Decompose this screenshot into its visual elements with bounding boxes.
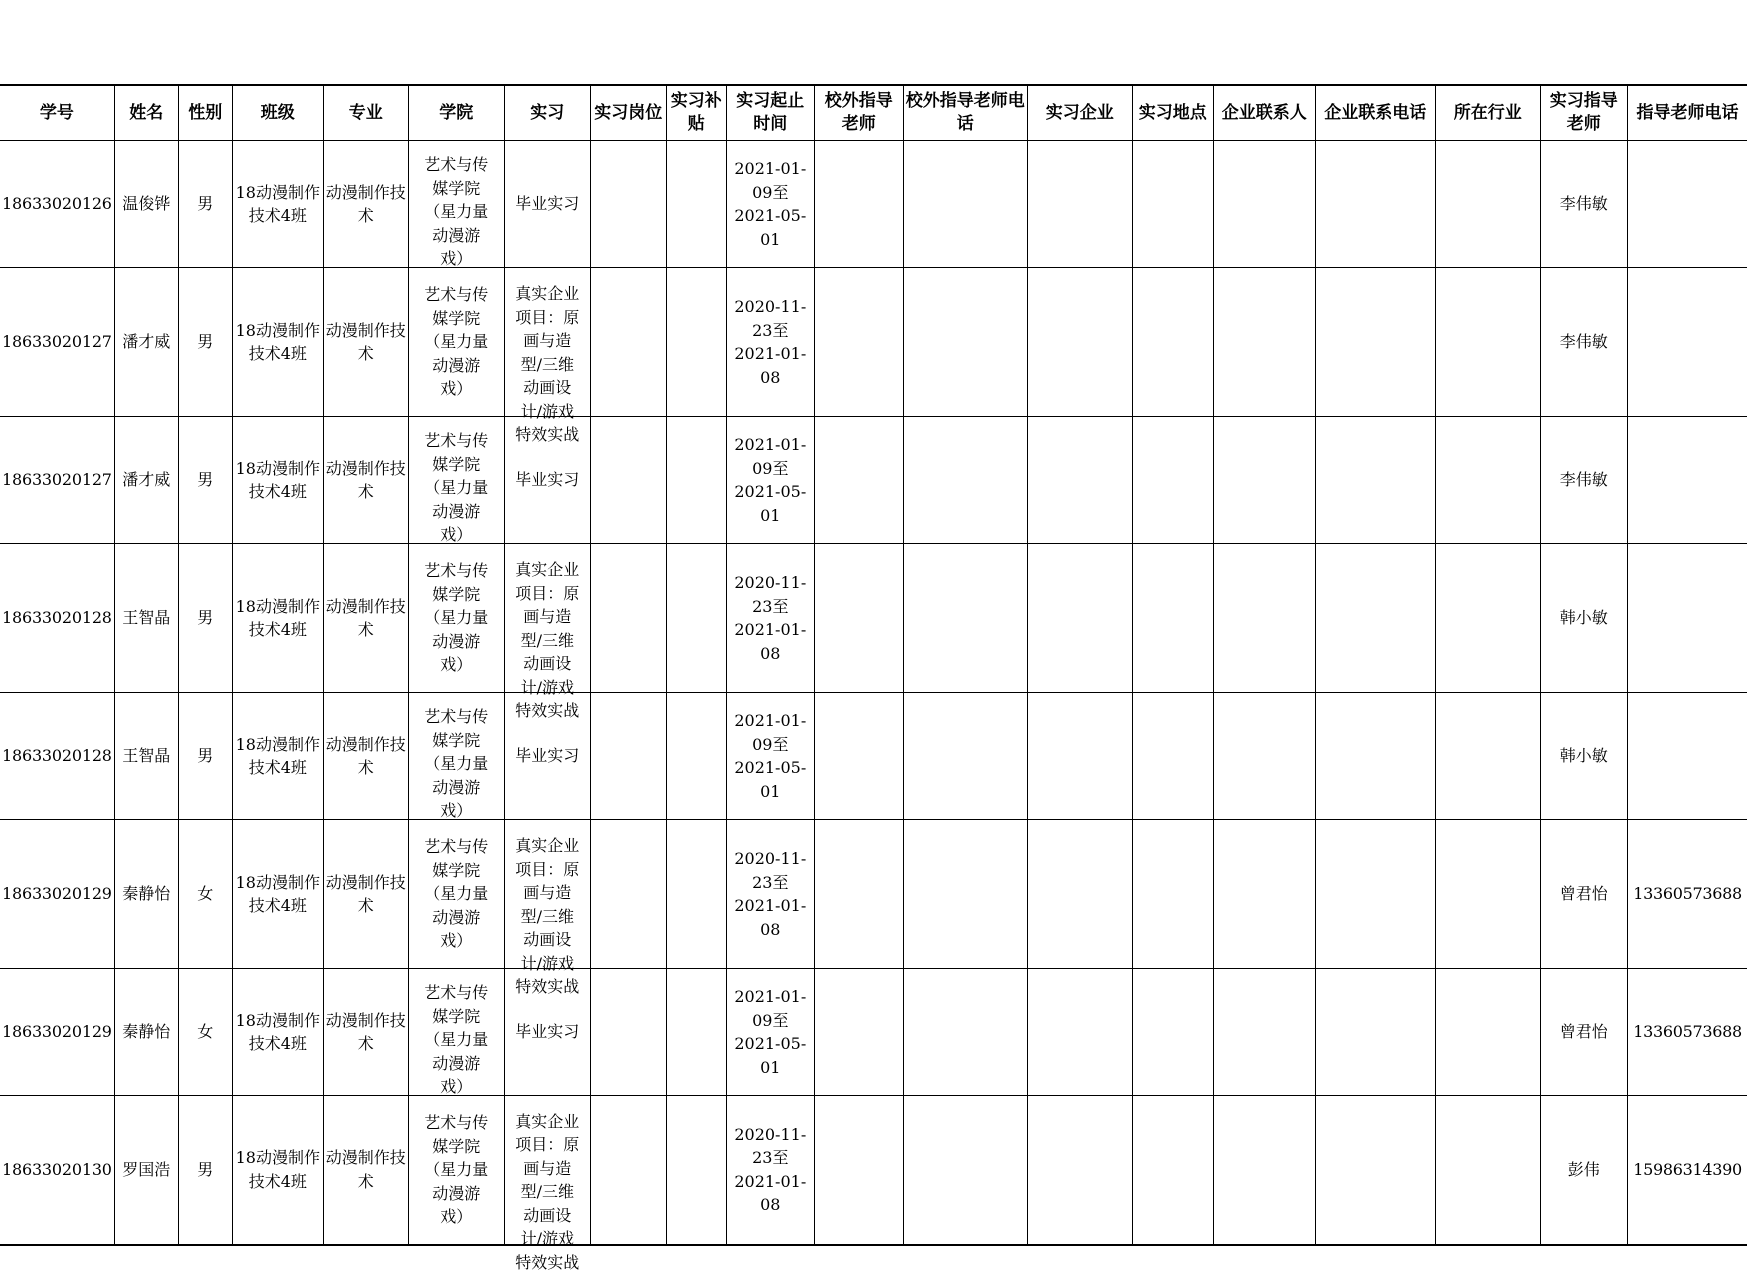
col-header-subsidy: 实习补贴: [666, 85, 726, 141]
cell-period: [726, 693, 814, 820]
cell-company-contact: [1213, 544, 1315, 693]
cell-external-mentor: [814, 969, 903, 1096]
cell-gender: 男: [178, 693, 232, 820]
cell-student-id: 18633020129: [0, 820, 114, 969]
cell-text-college: 艺术与传媒学院（星力量动漫游戏）: [424, 155, 489, 268]
cell-text-period: 2021-01-09至2021-05-01: [734, 159, 807, 249]
cell-student-id: 18633020130: [0, 1096, 114, 1245]
cell-class: 18动漫制作技术4班: [232, 417, 323, 544]
cell-external-mentor: [814, 268, 903, 417]
cell-text-period: 2020-11-23至2021-01-08: [734, 849, 807, 939]
cell-text-period: 2020-11-23至2021-01-08: [734, 573, 807, 663]
cell-major: 动漫制作技术: [323, 268, 408, 417]
cell-gender: 女: [178, 820, 232, 969]
col-header-mentor-phone: 指导老师电话: [1627, 85, 1747, 141]
cell-company-phone: [1315, 1096, 1435, 1245]
cell-company-contact: [1213, 969, 1315, 1096]
cell-college: [408, 1096, 504, 1245]
cell-text-college: 艺术与传媒学院（星力量动漫游戏）: [424, 707, 489, 820]
cell-position: [590, 141, 666, 268]
cell-company-contact: [1213, 820, 1315, 969]
internship-table: [0, 84, 1747, 1272]
col-header-name: 姓名: [114, 85, 178, 141]
col-header-external-mentor: 校外指导老师: [814, 85, 903, 141]
col-header-company: 实习企业: [1027, 85, 1132, 141]
col-header-period: 实习起止时间: [726, 85, 814, 141]
table-row: [0, 693, 1747, 820]
cell-position: [590, 544, 666, 693]
cell-period: [726, 1096, 814, 1245]
cell-name: 温俊铧: [114, 141, 178, 268]
cell-external-mentor: [814, 1096, 903, 1245]
cell-mentor: 李伟敏: [1540, 141, 1627, 268]
cell-name: 潘才威: [114, 417, 178, 544]
cell-mentor-phone: 15986314390: [1627, 1096, 1747, 1245]
cell-mentor-phone: [1627, 268, 1747, 417]
cell-mentor: 彭伟: [1540, 1096, 1627, 1245]
col-header-class: 班级: [232, 85, 323, 141]
cell-company: [1027, 417, 1132, 544]
cell-industry: [1435, 820, 1540, 969]
cell-external-mentor: [814, 820, 903, 969]
cell-subsidy: [666, 1096, 726, 1245]
cell-industry: [1435, 141, 1540, 268]
cell-subsidy: [666, 693, 726, 820]
cell-internship: [504, 544, 590, 720]
cell-industry: [1435, 969, 1540, 1096]
cell-major: 动漫制作技术: [323, 544, 408, 693]
cell-subsidy: [666, 268, 726, 417]
cell-company-contact: [1213, 693, 1315, 820]
cell-student-id: 18633020129: [0, 969, 114, 1096]
col-header-college: 学院: [408, 85, 504, 141]
cell-major: 动漫制作技术: [323, 693, 408, 820]
cell-college: [408, 693, 504, 820]
cell-name: 王智晶: [114, 544, 178, 693]
cell-class: 18动漫制作技术4班: [232, 1096, 323, 1245]
cell-company: [1027, 969, 1132, 1096]
cell-external-mentor: [814, 417, 903, 544]
col-header-internship: 实习: [504, 85, 590, 141]
cell-internship: [504, 820, 590, 996]
cell-mentor: 曾君怡: [1540, 820, 1627, 969]
cell-external-mentor-phone: [903, 544, 1027, 693]
cell-period: [726, 141, 814, 268]
cell-external-mentor-phone: [903, 268, 1027, 417]
cell-name: 潘才威: [114, 268, 178, 417]
cell-gender: 男: [178, 141, 232, 268]
cell-position: [590, 1096, 666, 1245]
cell-text-period: 2021-01-09至2021-05-01: [734, 711, 807, 801]
cell-company-phone: [1315, 417, 1435, 544]
cell-college: [408, 544, 504, 693]
cell-college: [408, 268, 504, 417]
cell-text-college: 艺术与传媒学院（星力量动漫游戏）: [424, 431, 489, 544]
cell-industry: [1435, 268, 1540, 417]
cell-industry: [1435, 1096, 1540, 1245]
col-header-gender: 性别: [178, 85, 232, 141]
cell-major: 动漫制作技术: [323, 417, 408, 544]
cell-mentor-phone: [1627, 417, 1747, 544]
cell-company: [1027, 544, 1132, 693]
cell-gender: 男: [178, 544, 232, 693]
cell-company-phone: [1315, 969, 1435, 1096]
cell-external-mentor-phone: [903, 969, 1027, 1096]
col-header-external-mentor-phone: 校外指导老师电话: [903, 85, 1027, 141]
table-row: [0, 141, 1747, 268]
cell-location: [1132, 820, 1213, 969]
cell-company: [1027, 268, 1132, 417]
cell-external-mentor-phone: [903, 693, 1027, 820]
cell-mentor: 韩小敏: [1540, 544, 1627, 693]
cell-college: [408, 820, 504, 969]
cell-internship: [504, 1096, 590, 1272]
cell-company: [1027, 820, 1132, 969]
cell-subsidy: [666, 969, 726, 1096]
col-header-company-contact: 企业联系人: [1213, 85, 1315, 141]
cell-text-internship: 毕业实习: [515, 746, 580, 766]
cell-mentor: 李伟敏: [1540, 268, 1627, 417]
cell-mentor-phone: 13360573688: [1627, 969, 1747, 1096]
cell-class: 18动漫制作技术4班: [232, 969, 323, 1096]
cell-location: [1132, 544, 1213, 693]
cell-mentor: 曾君怡: [1540, 969, 1627, 1096]
cell-major: 动漫制作技术: [323, 1096, 408, 1245]
cell-company: [1027, 693, 1132, 820]
cell-location: [1132, 268, 1213, 417]
cell-company-phone: [1315, 268, 1435, 417]
cell-location: [1132, 141, 1213, 268]
cell-text-college: 艺术与传媒学院（星力量动漫游戏）: [424, 1113, 489, 1226]
cell-text-college: 艺术与传媒学院（星力量动漫游戏）: [424, 285, 489, 399]
cell-subsidy: [666, 820, 726, 969]
cell-gender: 男: [178, 1096, 232, 1245]
header-row: [0, 85, 1747, 141]
cell-company-contact: [1213, 417, 1315, 544]
cell-location: [1132, 417, 1213, 544]
cell-mentor: 李伟敏: [1540, 417, 1627, 544]
cell-text-period: 2021-01-09至2021-05-01: [734, 435, 807, 525]
cell-student-id: 18633020128: [0, 693, 114, 820]
cell-industry: [1435, 544, 1540, 693]
cell-industry: [1435, 417, 1540, 544]
cell-location: [1132, 969, 1213, 1096]
cell-company: [1027, 1096, 1132, 1245]
cell-text-internship: 毕业实习: [515, 1022, 580, 1042]
cell-period: [726, 417, 814, 544]
cell-internship: [504, 268, 590, 444]
cell-class: 18动漫制作技术4班: [232, 141, 323, 268]
cell-company: [1027, 141, 1132, 268]
cell-text-internship: 真实企业项目：原画与造型/三维动画设计/游戏特效实战: [515, 1111, 580, 1272]
cell-external-mentor: [814, 141, 903, 268]
cell-external-mentor-phone: [903, 820, 1027, 969]
cell-subsidy: [666, 544, 726, 693]
cell-position: [590, 969, 666, 1096]
table-row: [0, 268, 1747, 417]
cell-external-mentor: [814, 544, 903, 693]
table-row: [0, 417, 1747, 544]
cell-gender: 男: [178, 268, 232, 417]
cell-text-period: 2020-11-23至2021-01-08: [734, 297, 807, 387]
cell-mentor-phone: [1627, 141, 1747, 268]
cell-college: [408, 969, 504, 1096]
cell-company-contact: [1213, 1096, 1315, 1245]
cell-position: [590, 693, 666, 820]
cell-subsidy: [666, 141, 726, 268]
cell-internship: [504, 141, 590, 268]
cell-name: 秦静怡: [114, 820, 178, 969]
cell-student-id: 18633020127: [0, 268, 114, 417]
cell-text-college: 艺术与传媒学院（星力量动漫游戏）: [424, 837, 489, 951]
col-header-position: 实习岗位: [590, 85, 666, 141]
cell-external-mentor-phone: [903, 1096, 1027, 1245]
cell-period: [726, 544, 814, 693]
cell-text-college: 艺术与传媒学院（星力量动漫游戏）: [424, 561, 489, 675]
cell-text-period: 2021-01-09至2021-05-01: [734, 987, 807, 1077]
col-header-student-id: 学号: [0, 85, 114, 141]
col-header-major: 专业: [323, 85, 408, 141]
cell-student-id: 18633020128: [0, 544, 114, 693]
cell-major: 动漫制作技术: [323, 141, 408, 268]
cell-class: 18动漫制作技术4班: [232, 268, 323, 417]
cell-period: [726, 969, 814, 1096]
cell-college: [408, 141, 504, 268]
cell-mentor: 韩小敏: [1540, 693, 1627, 820]
cell-external-mentor-phone: [903, 141, 1027, 268]
cell-mentor-phone: 13360573688: [1627, 820, 1747, 969]
col-header-company-phone: 企业联系电话: [1315, 85, 1435, 141]
cell-class: 18动漫制作技术4班: [232, 693, 323, 820]
cell-mentor-phone: [1627, 544, 1747, 693]
cell-subsidy: [666, 417, 726, 544]
cell-text-college: 艺术与传媒学院（星力量动漫游戏）: [424, 983, 489, 1096]
cell-major: 动漫制作技术: [323, 969, 408, 1096]
cell-period: [726, 268, 814, 417]
cell-text-internship: 毕业实习: [515, 470, 580, 490]
cell-class: 18动漫制作技术4班: [232, 820, 323, 969]
cell-class: 18动漫制作技术4班: [232, 544, 323, 693]
cell-external-mentor: [814, 693, 903, 820]
cell-gender: 男: [178, 417, 232, 544]
cell-text-internship: 真实企业项目：原画与造型/三维动画设计/游戏特效实战: [515, 560, 580, 720]
cell-text-internship: 真实企业项目：原画与造型/三维动画设计/游戏特效实战: [515, 836, 580, 996]
cell-mentor-phone: [1627, 693, 1747, 820]
cell-college: [408, 417, 504, 544]
cell-name: 罗国浩: [114, 1096, 178, 1245]
table-row: [0, 820, 1747, 969]
cell-text-internship: 毕业实习: [515, 194, 580, 214]
cell-name: 秦静怡: [114, 969, 178, 1096]
cell-position: [590, 417, 666, 544]
cell-industry: [1435, 693, 1540, 820]
cell-period: [726, 820, 814, 969]
cell-company-phone: [1315, 693, 1435, 820]
table-row: [0, 969, 1747, 1096]
cell-major: 动漫制作技术: [323, 820, 408, 969]
cell-company-contact: [1213, 141, 1315, 268]
cell-location: [1132, 1096, 1213, 1245]
cell-student-id: 18633020126: [0, 141, 114, 268]
cell-position: [590, 820, 666, 969]
cell-position: [590, 268, 666, 417]
cell-student-id: 18633020127: [0, 417, 114, 544]
cell-gender: 女: [178, 969, 232, 1096]
cell-company-phone: [1315, 820, 1435, 969]
cell-company-phone: [1315, 544, 1435, 693]
col-header-location: 实习地点: [1132, 85, 1213, 141]
col-header-mentor: 实习指导老师: [1540, 85, 1627, 141]
cell-name: 王智晶: [114, 693, 178, 820]
cell-company-phone: [1315, 141, 1435, 268]
cell-company-contact: [1213, 268, 1315, 417]
cell-external-mentor-phone: [903, 417, 1027, 544]
col-header-industry: 所在行业: [1435, 85, 1540, 141]
cell-text-internship: 真实企业项目：原画与造型/三维动画设计/游戏特效实战: [515, 284, 580, 444]
table-row: [0, 1096, 1747, 1245]
cell-location: [1132, 693, 1213, 820]
cell-text-period: 2020-11-23至2021-01-08: [734, 1124, 807, 1215]
table-row: [0, 544, 1747, 693]
